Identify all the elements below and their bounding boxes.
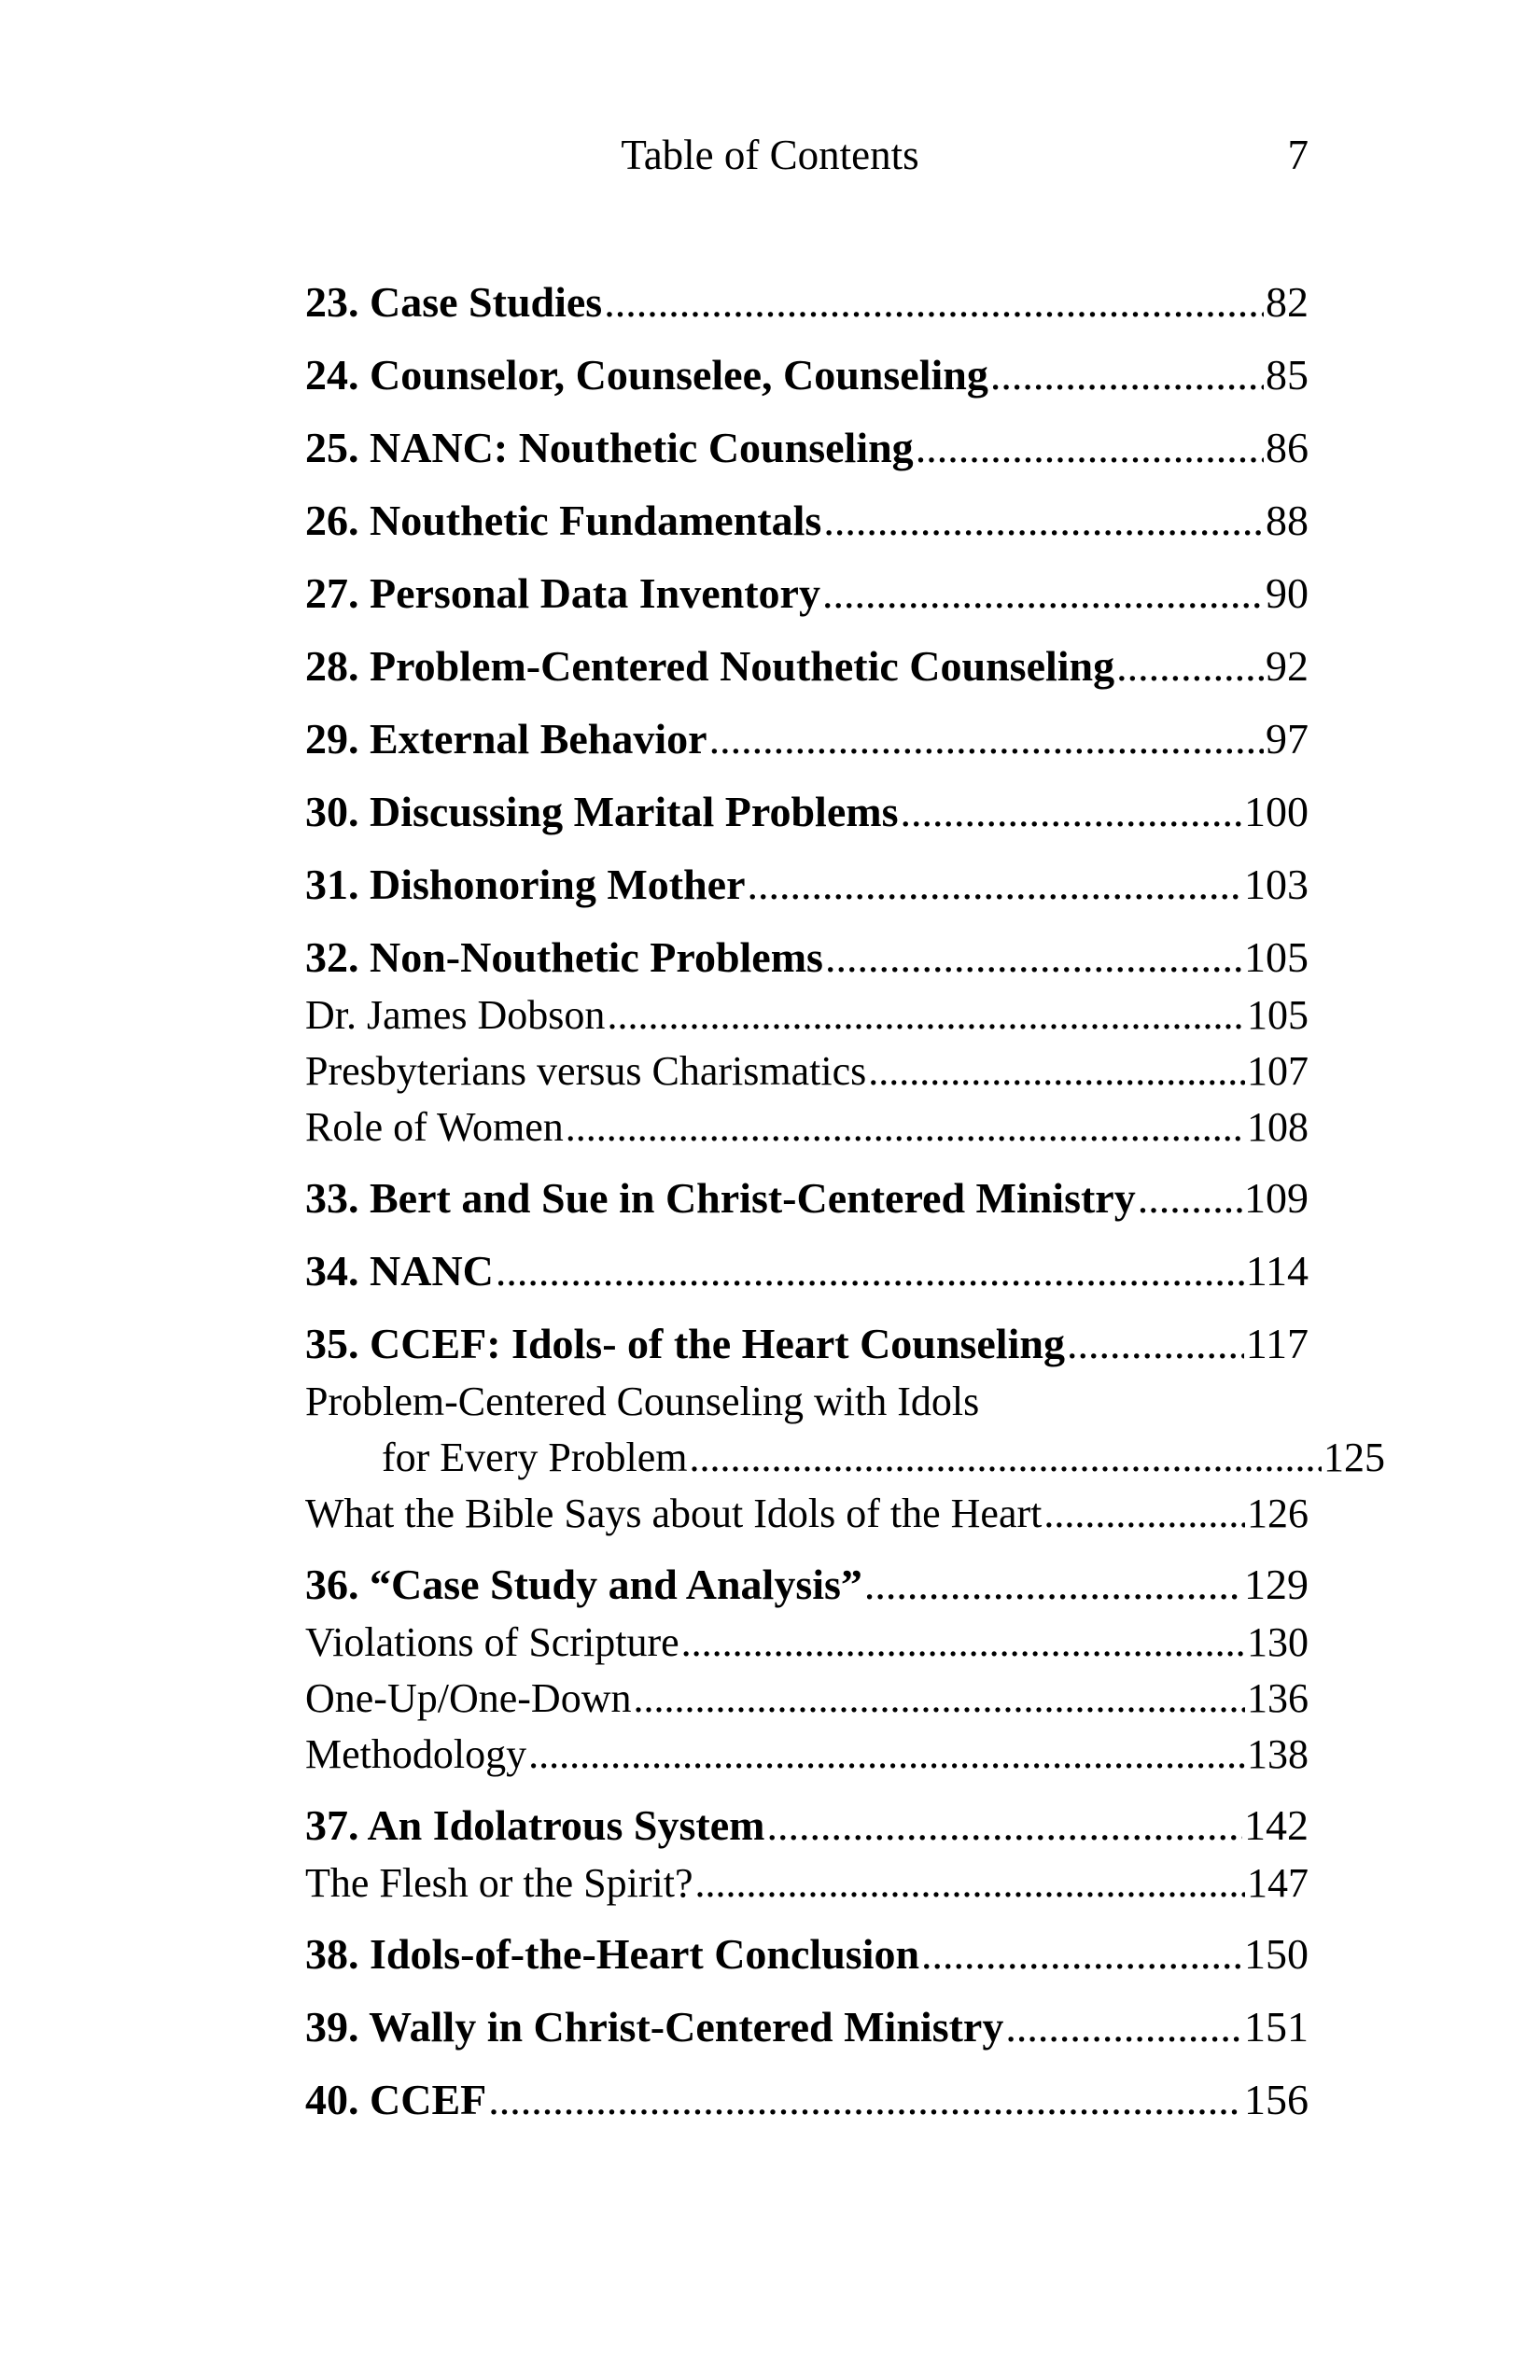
toc-chapter-entry xyxy=(305,855,1309,915)
toc-page-number: 92 xyxy=(1266,642,1309,690)
toc-subentry-title: Dr. James Dobson xyxy=(305,992,606,1038)
toc-chapter-title: 31. Dishonoring Mother xyxy=(305,861,746,908)
toc-leader-dots xyxy=(633,1671,1245,1727)
toc-chapter-entry xyxy=(305,1925,1309,1984)
toc-page-number: 103 xyxy=(1244,861,1309,908)
toc-chapter-title: 36. “Case Study and Analysis” xyxy=(305,1561,862,1608)
toc-leader-dots xyxy=(825,928,1242,987)
toc-subentry xyxy=(305,1430,1385,1486)
table-of-contents xyxy=(305,273,1385,2130)
toc-page-number: 151 xyxy=(1244,2003,1309,2051)
toc-leader-dots xyxy=(990,345,1264,405)
toc-chapter-entry xyxy=(305,564,1309,623)
toc-page-number: 85 xyxy=(1266,351,1309,399)
toc-subentry xyxy=(305,987,1309,1043)
running-head xyxy=(0,131,1540,187)
toc-chapter-entry xyxy=(305,1241,1309,1301)
toc-chapter-title: 38. Idols-of-the-Heart Conclusion xyxy=(305,1930,920,1978)
toc-subentry xyxy=(305,1615,1309,1671)
toc-subentry xyxy=(305,1043,1309,1099)
toc-chapter-title: 29. External Behavior xyxy=(305,715,707,763)
toc-subentry-title: Role of Women xyxy=(305,1104,564,1150)
toc-chapter-title: 25. NANC: Nouthetic Counseling xyxy=(305,424,914,471)
toc-leader-dots xyxy=(864,1555,1242,1615)
toc-chapter-entry xyxy=(305,345,1309,405)
toc-page-number: 109 xyxy=(1244,1174,1309,1222)
toc-chapter-entry xyxy=(305,1997,1309,2057)
toc-subentry xyxy=(305,1855,1309,1911)
toc-page-number: 114 xyxy=(1245,1247,1309,1295)
toc-leader-dots xyxy=(488,2070,1242,2130)
toc-page-number: 147 xyxy=(1247,1860,1309,1906)
toc-leader-dots xyxy=(900,782,1242,842)
toc-page-number: 138 xyxy=(1247,1731,1309,1777)
toc-subentry-title: What the Bible Says about Idols of the Heart xyxy=(305,1491,1043,1536)
toc-leader-dots xyxy=(766,1796,1242,1855)
toc-page-number: 130 xyxy=(1247,1619,1309,1665)
toc-leader-dots xyxy=(1116,637,1264,696)
toc-chapter-title: 37. An Idolatrous System xyxy=(305,1801,765,1849)
toc-page-number: 88 xyxy=(1266,497,1309,544)
toc-chapter-entry xyxy=(305,491,1309,551)
toc-leader-dots xyxy=(607,987,1245,1043)
toc-page-number: 97 xyxy=(1266,715,1309,763)
toc-page-number: 129 xyxy=(1244,1561,1309,1608)
toc-chapter-entry xyxy=(305,273,1309,332)
toc-leader-dots xyxy=(1005,1997,1242,2057)
toc-chapter-title: 33. Bert and Sue in Christ-Centered Ministry xyxy=(305,1174,1136,1222)
toc-leader-dots xyxy=(868,1043,1245,1099)
toc-subentry xyxy=(305,1671,1309,1727)
toc-chapter-entry xyxy=(305,928,1309,987)
toc-leader-dots xyxy=(604,273,1264,332)
toc-chapter-title: 24. Counselor, Counselee, Counseling xyxy=(305,351,988,399)
toc-chapter-entry xyxy=(305,709,1309,769)
toc-chapter-entry xyxy=(305,782,1309,842)
toc-page-number: 117 xyxy=(1245,1320,1309,1367)
toc-chapter-entry xyxy=(305,1796,1309,1855)
toc-page-number: 150 xyxy=(1244,1930,1309,1978)
toc-chapter-entry xyxy=(305,1314,1309,1374)
toc-page-number: 107 xyxy=(1247,1048,1309,1094)
toc-page-number: 136 xyxy=(1247,1675,1309,1721)
toc-page-number: 86 xyxy=(1266,424,1309,471)
toc-chapter-entry xyxy=(305,1169,1309,1228)
toc-subentry-title: Methodology xyxy=(305,1731,527,1777)
toc-page-number: 126 xyxy=(1247,1491,1309,1536)
toc-leader-dots xyxy=(822,564,1264,623)
toc-chapter-title: 26. Nouthetic Fundamentals xyxy=(305,497,822,544)
toc-leader-dots xyxy=(566,1099,1245,1155)
toc-page-number: 105 xyxy=(1244,933,1309,981)
toc-chapter-title: 28. Problem-Centered Nouthetic Counseling xyxy=(305,642,1115,690)
toc-chapter-title: 32. Non-Nouthetic Problems xyxy=(305,933,823,981)
toc-subentry xyxy=(305,1486,1309,1542)
toc-subentry-continuation: for Every Problem xyxy=(382,1435,688,1480)
toc-subentry-title: Violations of Scripture xyxy=(305,1619,679,1665)
toc-leader-dots xyxy=(823,491,1264,551)
toc-subentry-title: The Flesh or the Spirit? xyxy=(305,1860,693,1906)
toc-chapter-entry xyxy=(305,637,1309,696)
toc-chapter-title: 39. Wally in Christ-Centered Ministry xyxy=(305,2003,1004,2051)
toc-page-number: 105 xyxy=(1247,992,1309,1038)
toc-chapter-title: 35. CCEF: Idols- of the Heart Counseling xyxy=(305,1320,1065,1367)
toc-chapter-entry xyxy=(305,2070,1309,2130)
toc-page-number: 156 xyxy=(1244,2076,1309,2123)
toc-leader-dots xyxy=(496,1241,1244,1301)
toc-leader-dots xyxy=(1138,1169,1242,1228)
toc-page-number: 142 xyxy=(1244,1801,1309,1849)
toc-leader-dots xyxy=(528,1727,1245,1783)
toc-chapter-title: 34. NANC xyxy=(305,1247,494,1295)
toc-subentry xyxy=(305,1727,1309,1783)
toc-chapter-title: 40. CCEF xyxy=(305,2076,487,2123)
toc-chapter-entry xyxy=(305,418,1309,478)
toc-chapter-title: 27. Personal Data Inventory xyxy=(305,569,820,617)
toc-page-number: 125 xyxy=(1323,1435,1385,1480)
page-number: 7 xyxy=(1287,132,1309,178)
toc-leader-dots xyxy=(748,855,1243,915)
toc-leader-dots xyxy=(695,1855,1246,1911)
toc-subentry xyxy=(305,1099,1309,1155)
toc-leader-dots xyxy=(681,1615,1245,1671)
toc-chapter-title: 30. Discussing Marital Problems xyxy=(305,788,899,835)
toc-page-number: 100 xyxy=(1244,788,1309,835)
toc-page-number: 108 xyxy=(1247,1104,1309,1150)
toc-subentry-title: One-Up/One-Down xyxy=(305,1675,632,1721)
toc-leader-dots xyxy=(916,418,1264,478)
page-header-title: Table of Contents xyxy=(621,132,919,178)
toc-chapter-entry xyxy=(305,1555,1309,1615)
toc-leader-dots xyxy=(1067,1314,1244,1374)
toc-page-number: 82 xyxy=(1266,278,1309,326)
toc-leader-dots xyxy=(709,709,1264,769)
toc-subentry-title: Problem-Centered Counseling with Idols xyxy=(305,1379,980,1424)
toc-leader-dots xyxy=(921,1925,1242,1984)
toc-subentry-title: Presbyterians versus Charismatics xyxy=(305,1048,867,1094)
toc-leader-dots xyxy=(689,1430,1322,1486)
toc-page-number: 90 xyxy=(1266,569,1309,617)
toc-leader-dots xyxy=(1043,1486,1245,1542)
toc-chapter-title: 23. Case Studies xyxy=(305,278,603,326)
